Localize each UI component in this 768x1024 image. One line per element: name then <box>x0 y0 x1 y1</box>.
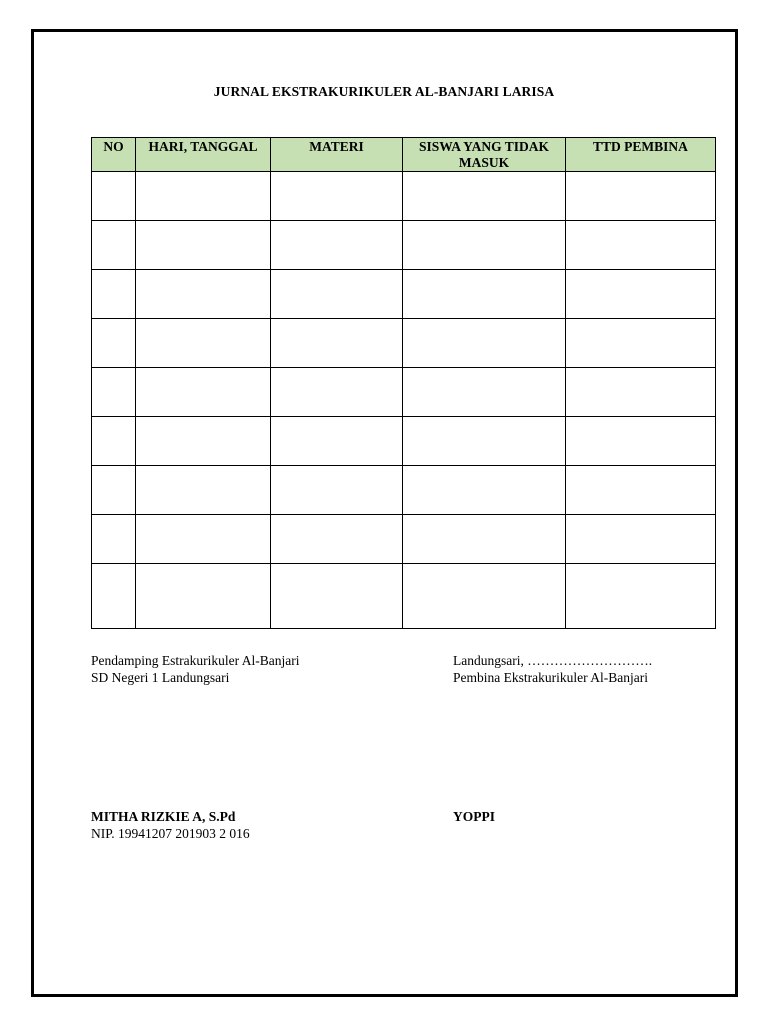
table-cell[interactable] <box>92 319 136 368</box>
table-cell[interactable] <box>566 319 716 368</box>
header-date: HARI, TANGGAL <box>136 138 271 172</box>
table-cell[interactable] <box>92 221 136 270</box>
table-cell[interactable] <box>136 270 271 319</box>
table-cell[interactable] <box>92 564 136 629</box>
journal-table <box>91 137 716 629</box>
table-cell[interactable] <box>92 368 136 417</box>
table-cell[interactable] <box>566 270 716 319</box>
table-cell[interactable] <box>566 368 716 417</box>
signature-right-name: YOPPI <box>453 809 495 824</box>
table-header-row <box>92 138 716 172</box>
table-cell[interactable] <box>403 270 566 319</box>
table-cell[interactable] <box>566 466 716 515</box>
table-cell[interactable] <box>566 515 716 564</box>
table-cell[interactable] <box>566 172 716 221</box>
table-cell[interactable] <box>403 221 566 270</box>
table-cell[interactable] <box>92 417 136 466</box>
table-cell[interactable] <box>271 417 403 466</box>
table-cell[interactable] <box>403 368 566 417</box>
table-cell[interactable] <box>566 221 716 270</box>
signature-left-role: Pendamping Estrakurikuler Al-Banjari <box>91 653 300 668</box>
table-cell[interactable] <box>136 172 271 221</box>
table-cell[interactable] <box>566 417 716 466</box>
signature-left-footer <box>91 808 250 842</box>
table-cell[interactable] <box>566 564 716 629</box>
table-row <box>92 466 716 515</box>
table-row <box>92 417 716 466</box>
table-cell[interactable] <box>403 515 566 564</box>
table-cell[interactable] <box>271 368 403 417</box>
table-cell[interactable] <box>136 417 271 466</box>
table-row <box>92 172 716 221</box>
signature-right-footer <box>453 808 495 825</box>
table-cell[interactable] <box>136 466 271 515</box>
table-cell[interactable] <box>92 466 136 515</box>
table-cell[interactable] <box>271 515 403 564</box>
table-cell[interactable] <box>136 564 271 629</box>
table-cell[interactable] <box>92 270 136 319</box>
signature-left-nip: NIP. 19941207 201903 2 016 <box>91 826 250 841</box>
table-cell[interactable] <box>271 221 403 270</box>
table-row <box>92 368 716 417</box>
signature-left-header <box>91 652 299 686</box>
header-no: NO <box>92 138 136 172</box>
document-title: JURNAL EKSTRAKURIKULER AL-BANJARI LARISA <box>213 84 555 99</box>
signature-right-header <box>453 652 652 686</box>
table-cell[interactable] <box>403 466 566 515</box>
table-cell[interactable] <box>271 466 403 515</box>
table-cell[interactable] <box>403 417 566 466</box>
table-cell[interactable] <box>271 564 403 629</box>
header-signature: TTD PEMBINA <box>566 138 716 172</box>
table-row <box>92 221 716 270</box>
table-cell[interactable] <box>92 172 136 221</box>
table-cell[interactable] <box>403 564 566 629</box>
table-row <box>92 515 716 564</box>
table-cell[interactable] <box>92 515 136 564</box>
signature-right-role: Pembina Ekstrakurikuler Al-Banjari <box>453 670 648 685</box>
table-row <box>92 270 716 319</box>
table-cell[interactable] <box>136 368 271 417</box>
table-cell[interactable] <box>271 172 403 221</box>
table-row <box>92 564 716 629</box>
table-cell[interactable] <box>136 221 271 270</box>
table-row <box>92 319 716 368</box>
header-material: MATERI <box>271 138 403 172</box>
table-cell[interactable] <box>403 319 566 368</box>
table-cell[interactable] <box>136 319 271 368</box>
signature-left-name: MITHA RIZKIE A, S.Pd <box>91 809 236 824</box>
table-cell[interactable] <box>271 270 403 319</box>
table-cell[interactable] <box>136 515 271 564</box>
signature-left-school: SD Negeri 1 Landungsari <box>91 670 230 685</box>
header-absent-students: SISWA YANG TIDAK MASUK <box>403 138 566 172</box>
signature-right-place-date: Landungsari, ………………………. <box>453 653 653 668</box>
table-cell[interactable] <box>271 319 403 368</box>
table-cell[interactable] <box>403 172 566 221</box>
